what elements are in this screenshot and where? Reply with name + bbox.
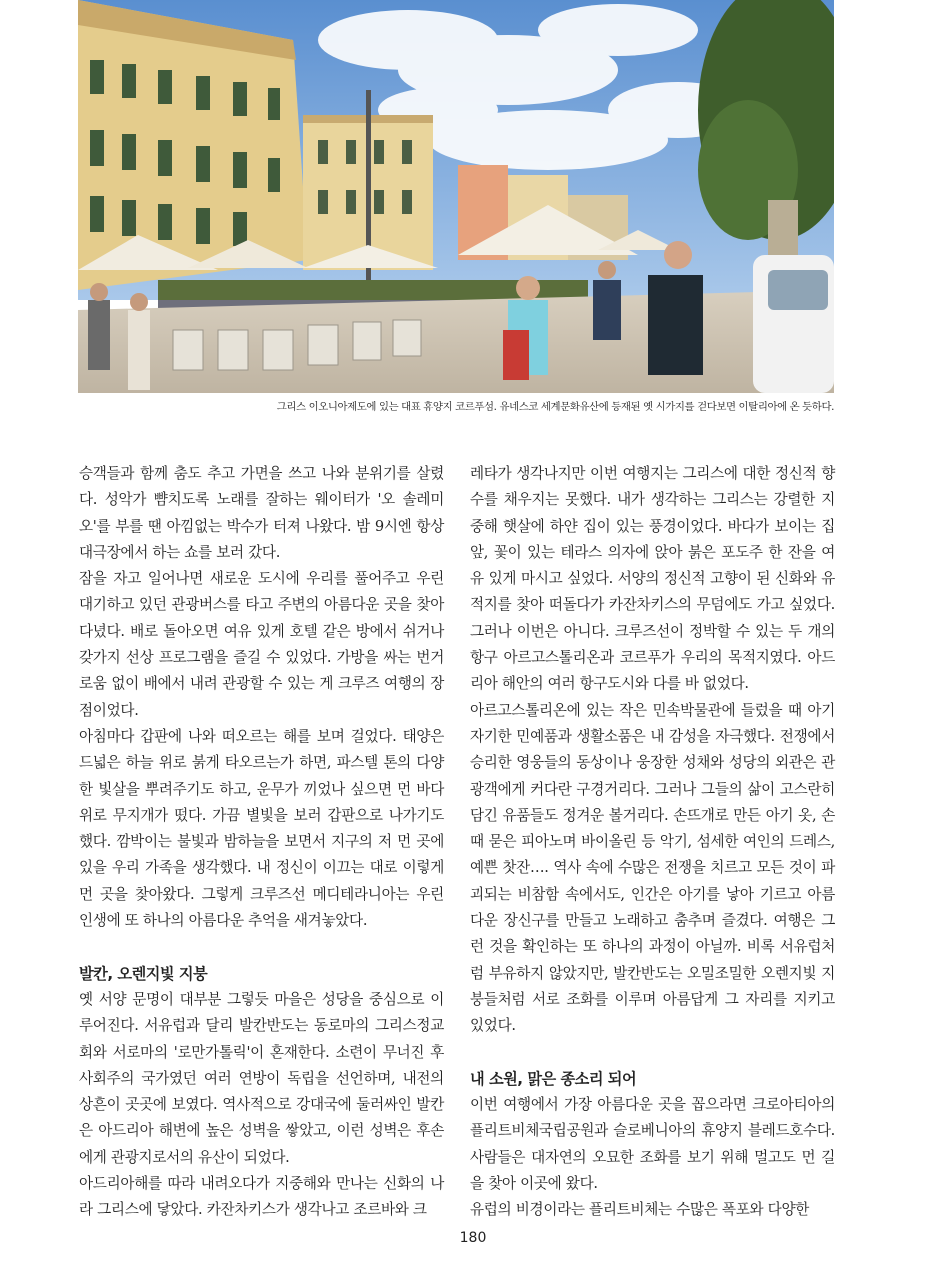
left-column bbox=[79, 461, 444, 1224]
body-paragraph: 이번 여행에서 가장 아름다운 곳을 꼽으라면 크로아티아의 플리트비체국립공원과 슬로베니아의 휴양지 블레드호수다. 사람들은 대자연의 오묘한 조화를 보기 위해 멀고도 먼 길을 찾아 이곳에 왔다. bbox=[470, 1096, 835, 1193]
section-heading-balkan: 발칸, 오렌지빛 지붕 bbox=[79, 964, 208, 983]
left-building bbox=[78, 0, 308, 290]
hero-photo bbox=[78, 0, 834, 393]
body-paragraph: 유럽의 비경이라는 플리트비체는 수많은 폭포와 다양한 bbox=[470, 1201, 810, 1219]
corfu-square-illustration bbox=[78, 0, 834, 393]
section-heading-bell: 내 소원, 맑은 종소리 되어 bbox=[470, 1069, 637, 1088]
page-number: 180 bbox=[459, 1230, 487, 1246]
body-paragraph: 옛 서양 문명이 대부분 그렇듯 마을은 성당을 중심으로 이루어진다. 서유럽과 달리 발칸반도는 동로마의 그리스정교회와 서로마의 '로만가톨릭'이 혼재한다. 소련이 무너진 후 사회주의 국가였던 여러 연방이 독립을 선언하며, 내전의 상흔이 곳곳에 보였다. 역사적으로 강대국에 둘러싸인 발칸은 아드리아 해변에 높은 성벽을 쌓았고, 이런 성벽은 후손에게 관광지로서의 유산이 되었다. bbox=[79, 990, 444, 1166]
body-paragraph: 레타가 생각나지만 이번 여행지는 그리스에 대한 정신적 향수를 채우지는 못했다. 내가 생각하는 그리스는 강렬한 지중해 햇살에 하얀 집이 있는 풍경이었다. 바다가 보이는 집 앞, 꽃이 있는 테라스 의자에 앉아 붉은 포도주 한 잔을 여유 있게 마시고 싶었다. 서양의 정신적 고향이 된 신화와 유적지를 찾아 떠돌다가 카잔차키스의 무덤에도 가고 싶었다. 그러나 이번은 아니다. 크루즈선이 정박할 수 있는 두 개의 항구 아르고스톨리온과 코르푸가 우리의 목적지였다. 아드리아 해안의 여러 항구도시와 다를 바 없었다. bbox=[470, 465, 835, 693]
body-paragraph: 아드리아해를 따라 내려오다가 지중해와 만나는 신화의 나라 그리스에 닿았다. 카잔차키스가 생각나고 조르바와 크 bbox=[79, 1175, 444, 1219]
photo-caption: 그리스 이오니아제도에 있는 대표 휴양지 코르푸섬. 유네스코 세계문화유산에 등재된 옛 시가지를 걷다보면 이탈리아에 온 듯하다. bbox=[276, 401, 834, 413]
paragraph-gap bbox=[470, 1040, 835, 1066]
body-paragraph: 아침마다 갑판에 나와 떠오르는 해를 보며 걸었다. 태양은 드넓은 하늘 위로 붉게 타오르는가 하면, 파스텔 톤의 다양한 빛살을 뿌려주기도 하고, 운무가 끼었나 싶으면 먼 바다 위로 무지개가 떴다. 가끔 별빛을 보러 갑판으로 나가기도 했다. 깜박이는 불빛과 밤하늘을 보면서 지구의 저 먼 곳에 있을 우리 가족을 생각했다. 내 정신이 이끄는 대로 이렇게 먼 곳을 찾아왔다. 그렇게 크루즈선 메디테라니아는 우린 인생에 또 하나의 아름다운 추억을 새겨놓았다. bbox=[79, 727, 444, 930]
body-paragraph: 승객들과 함께 춤도 추고 가면을 쓰고 나와 분위기를 살렸다. 성악가 뺨치도록 노래를 잘하는 웨이터가 '오 솔레미오'를 부를 땐 아낌없는 박수가 터져 나왔다. 밤 9시엔 항상 대극장에서 하는 쇼를 보러 갔다. bbox=[79, 465, 444, 561]
right-column bbox=[470, 461, 835, 1224]
body-paragraph: 아르고스톨리온에 있는 작은 민속박물관에 들렀을 때 아기자기한 민예품과 생활소품은 내 감성을 자극했다. 전쟁에서 승리한 영웅들의 동상이나 웅장한 성채와 성당의 외관은 관광객에게 커다란 구경거리다. 그러나 그들의 삶이 고스란히 담긴 유품들도 정겨운 볼거리다. 손뜨개로 만든 아기 옷, 손때 묻은 피아노며 바이올린 등 악기, 섬세한 여인의 드레스, 예쁜 찻잔…. 역사 속에 수많은 전쟁을 치르고 모든 것이 파괴되는 비참함 속에서도, 인간은 아기를 낳아 기르고 아름다운 장신구를 만들고 노래하고 춤추며 즐겼다. 여행은 그런 것을 확인하는 또 하나의 과정이 아닐까. 비록 서유럽처럼 부유하지 않았지만, 발칸반도는 오밀조밀한 오렌지빛 지붕들처럼 서로 조화를 이루며 아름답게 그 자리를 지키고 있었다. bbox=[470, 701, 835, 1035]
paragraph-gap bbox=[79, 934, 444, 960]
van-window bbox=[768, 270, 828, 310]
body-paragraph: 잠을 자고 일어나면 새로운 도시에 우리를 풀어주고 우린 대기하고 있던 관광버스를 타고 주변의 아름다운 곳을 찾아다녔다. 배로 돌아오면 여유 있게 호텔 같은 방에서 쉬거나 갖가지 선상 프로그램을 즐길 수 있었다. 가방을 싸는 번거로움 없이 배에서 내려 관광할 수 있는 게 크루즈 여행의 장점이었다. bbox=[79, 570, 444, 719]
